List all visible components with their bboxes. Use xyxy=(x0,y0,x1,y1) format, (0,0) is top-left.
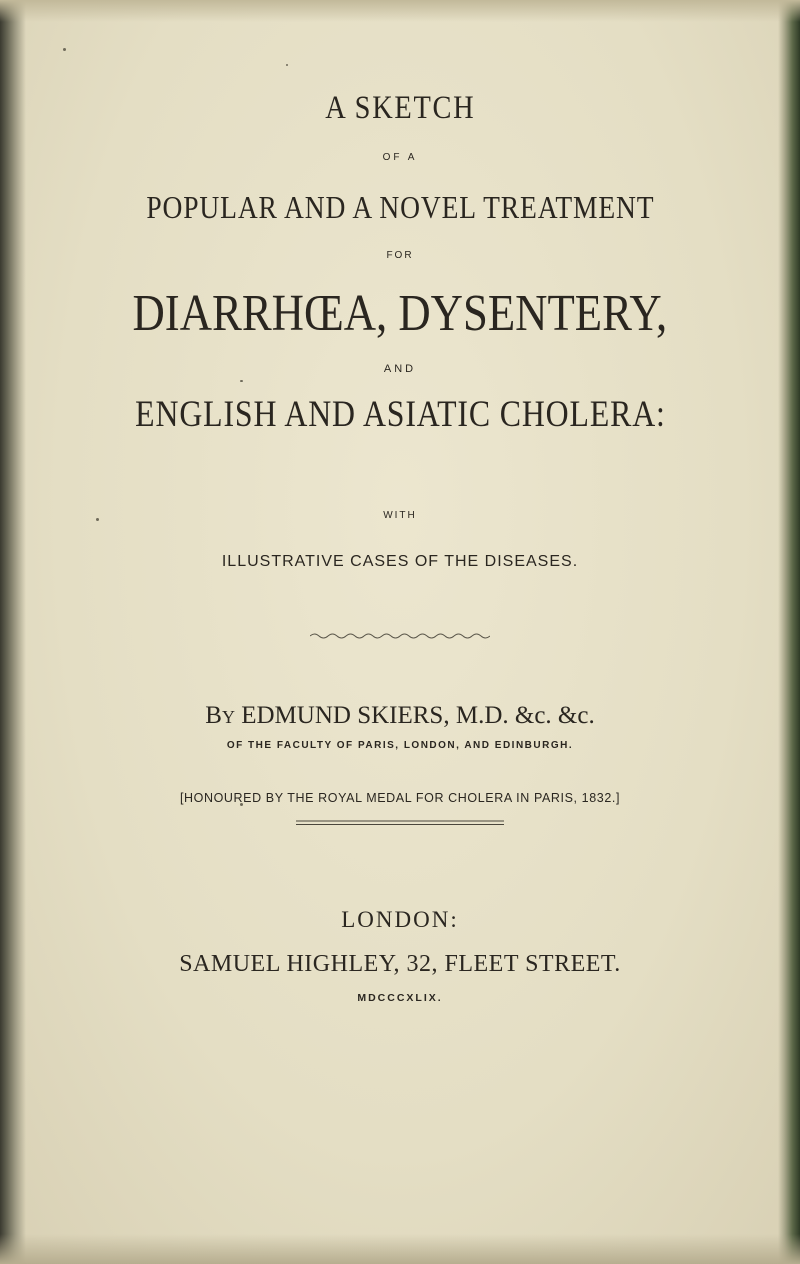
imprint-publisher: SAMUEL HIGHLEY, 32, FLEET STREET. xyxy=(179,951,621,977)
title-heading: A SKETCH xyxy=(324,90,476,126)
title-subject-line: POPULAR AND A NOVEL TREATMENT xyxy=(145,189,655,225)
paper-speck xyxy=(240,380,243,382)
author-by-initial: B xyxy=(205,702,222,729)
paper-speck xyxy=(63,48,66,51)
title-connector-with: WITH xyxy=(383,510,417,521)
title-connector-and: AND xyxy=(383,363,417,375)
author-name: EDMUND SKIERS, M.D. &c. &c. xyxy=(241,702,595,729)
double-rule-divider xyxy=(296,819,504,827)
title-cholera-line: ENGLISH AND ASIATIC CHOLERA: xyxy=(134,394,666,435)
title-connector-of-a: OF A xyxy=(382,152,418,163)
author-line xyxy=(0,702,800,730)
wavy-divider xyxy=(310,632,490,640)
author-by-rest: Y xyxy=(221,707,235,727)
bottom-page-edge xyxy=(0,1234,800,1264)
top-page-edge xyxy=(0,0,800,22)
honour-note: [HONOURED BY THE ROYAL MEDAL FOR CHOLERA IN PARIS, 1832.] xyxy=(179,791,621,805)
title-illustrative-line: ILLUSTRATIVE CASES OF THE DISEASES. xyxy=(221,553,579,570)
title-connector-for: FOR xyxy=(386,250,414,261)
title-diseases-line: DIARRHŒA, DYSENTERY, xyxy=(132,285,668,342)
imprint-city: LONDON: xyxy=(341,907,459,932)
author-affiliation: OF THE FACULTY OF PARIS, LONDON, AND EDINBURGH. xyxy=(226,740,574,751)
paper-speck xyxy=(286,64,288,66)
imprint-year: MDCCCXLIX. xyxy=(357,992,443,1004)
